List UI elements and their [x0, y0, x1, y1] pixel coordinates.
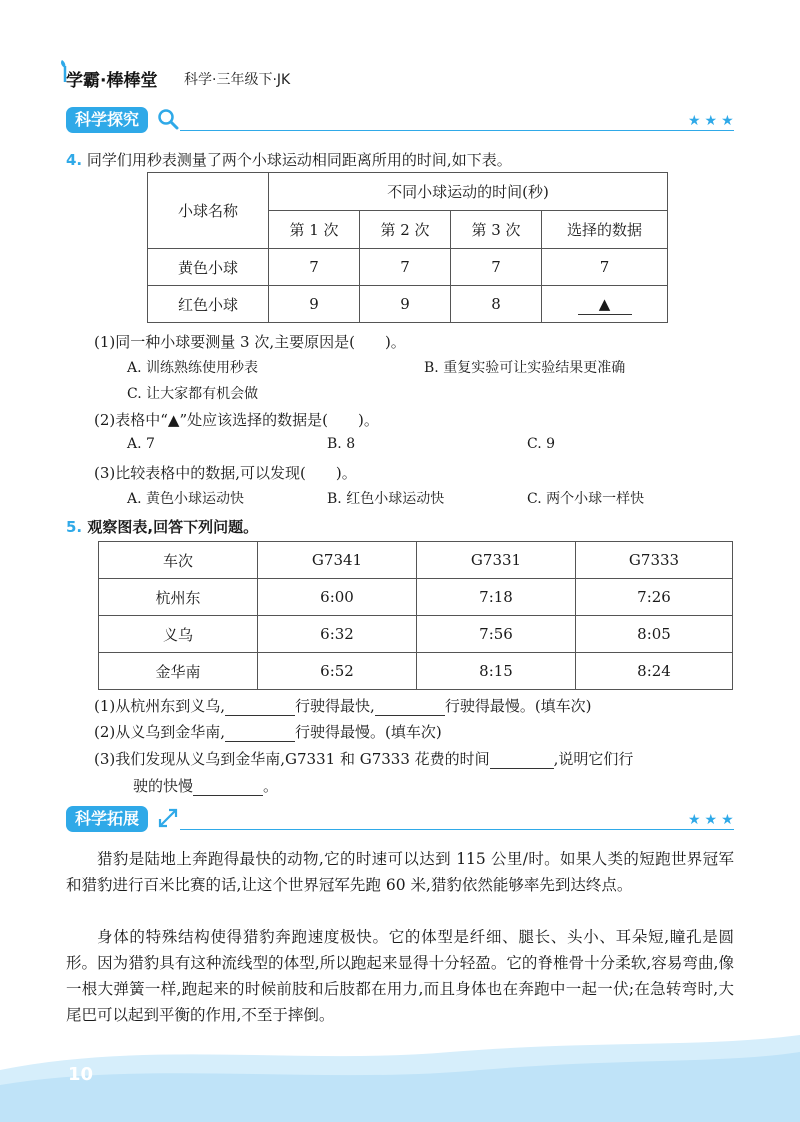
cell: 9	[360, 286, 451, 323]
q4-sub2-option-b[interactable]: B. 8	[327, 436, 356, 452]
expand-arrows-icon	[156, 806, 180, 830]
header-cell: G7341	[258, 542, 417, 579]
cell: 7	[542, 249, 668, 286]
q5-sub3-text: ,说明它们行	[553, 750, 634, 768]
q5-sub1	[94, 695, 592, 716]
header-cell: G7331	[417, 542, 576, 579]
row-name: 黄色小球	[148, 249, 269, 286]
answer-blank[interactable]	[375, 697, 445, 716]
triangle-mark: ▲	[578, 294, 632, 315]
cell: 8	[451, 286, 542, 323]
q5-sub3-text: (3)我们发现从义乌到金华南,G7331 和 G7333 花费的时间	[94, 750, 490, 768]
q5-sub1-text: (1)从杭州东到义乌,	[94, 697, 226, 715]
ball-time-table	[147, 172, 668, 323]
station: 杭州东	[99, 579, 258, 616]
q4-sub1-option-b[interactable]: B. 重复实验可让实验结果更准确	[424, 360, 626, 376]
subheader: 第 2 次	[360, 211, 451, 249]
q5-sub3-text: 驶的快慢	[133, 777, 194, 795]
header-cell: 车次	[99, 542, 258, 579]
col-ball-name: 小球名称	[148, 173, 269, 249]
train-schedule-table	[98, 541, 733, 690]
table-row	[99, 579, 733, 616]
section-divider	[180, 829, 734, 830]
time-cell: 7:26	[576, 579, 733, 616]
difficulty-stars: ★★★	[688, 113, 738, 129]
time-cell: 6:32	[258, 616, 417, 653]
section-badge-explore: 科学探究	[66, 107, 148, 133]
q5-sub2	[94, 721, 442, 742]
subheader: 选择的数据	[542, 211, 668, 249]
table-row	[148, 286, 668, 323]
answer-blank[interactable]	[193, 777, 263, 796]
cell: 7	[451, 249, 542, 286]
time-cell: 8:24	[576, 653, 733, 690]
time-cell: 8:15	[417, 653, 576, 690]
station: 义乌	[99, 616, 258, 653]
q4-sub2: (2)表格中“▲”处应该选择的数据是( )。	[94, 411, 379, 429]
q4-sub3-option-a[interactable]: A. 黄色小球运动快	[127, 491, 245, 507]
time-cell: 7:56	[417, 616, 576, 653]
time-cell: 7:18	[417, 579, 576, 616]
q5-sub1-text: 行驶得最慢。(填车次)	[444, 697, 592, 715]
q5-sub3	[94, 748, 633, 769]
book-subtitle: 科学·三年级下·JK	[184, 72, 291, 88]
footer-wave	[0, 1030, 800, 1122]
answer-blank[interactable]	[490, 750, 554, 769]
q4-sub1-option-c[interactable]: C. 让大家都有机会做	[127, 386, 259, 402]
q4-sub3-option-c[interactable]: C. 两个小球一样快	[527, 491, 645, 507]
time-cell: 8:05	[576, 616, 733, 653]
time-cell: 6:52	[258, 653, 417, 690]
reading-paragraph-2: 身体的特殊结构使得猎豹奔跑速度极快。它的体型是纤细、腿长、头小、耳朵短,瞳孔是圆形。因为猎豹具有这种流线型的体型,所以跑起来显得十分轻盈。它的脊椎骨十分柔软,容易弯曲,像一根大弹簧一样,跑起来的时候前肢和后肢都在用力,而且身体也在奔跑中一起一伏;在急转弯时,大尾巴可以起到平衡的作用,不至于摔倒。	[66, 928, 734, 1024]
table-row	[99, 616, 733, 653]
subheader: 第 1 次	[269, 211, 360, 249]
q5-sub2-text: (2)从义乌到金华南,	[94, 723, 226, 741]
question-number: 4.	[66, 151, 83, 169]
group-header: 不同小球运动的时间(秒)	[269, 173, 668, 211]
cell: 7	[269, 249, 360, 286]
subheader: 第 3 次	[451, 211, 542, 249]
q4-sub2-option-a[interactable]: A. 7	[127, 436, 155, 452]
magnifier-icon	[156, 107, 180, 131]
reading-paragraph-1: 猎豹是陆地上奔跑得最快的动物,它的时速可以达到 115 公里/时。如果人类的短跑世界冠军和猎豹进行百米比赛的话,让这个世界冠军先跑 60 米,猎豹依然能够率先到达终点。	[66, 850, 734, 894]
page-number: 10	[68, 1064, 94, 1085]
station: 金华南	[99, 653, 258, 690]
q4-sub2-option-c[interactable]: C. 9	[527, 436, 556, 452]
q5-sub3-text: 。	[263, 777, 279, 795]
table-row	[99, 653, 733, 690]
answer-blank-cell[interactable]	[542, 286, 668, 323]
q5-sub1-text: 行驶得最快,	[295, 697, 375, 715]
q5-sub2-text: 行驶得最慢。(填车次)	[295, 723, 442, 741]
question-4-stem	[66, 149, 512, 170]
q4-sub3: (3)比较表格中的数据,可以发现( )。	[94, 464, 357, 482]
row-name: 红色小球	[148, 286, 269, 323]
q5-sub3-cont	[133, 775, 278, 796]
difficulty-stars: ★★★	[688, 812, 738, 828]
answer-blank[interactable]	[225, 723, 295, 742]
section-badge-extend: 科学拓展	[66, 806, 148, 832]
section-divider	[180, 130, 734, 131]
cell: 9	[269, 286, 360, 323]
question-text: 同学们用秒表测量了两个小球运动相同距离所用的时间,如下表。	[86, 151, 512, 169]
cell: 7	[360, 249, 451, 286]
question-5-stem	[66, 516, 258, 537]
q4-sub3-option-b[interactable]: B. 红色小球运动快	[327, 491, 445, 507]
question-number: 5.	[66, 518, 83, 536]
answer-blank[interactable]	[225, 697, 295, 716]
q4-sub1: (1)同一种小球要测量 3 次,主要原因是( )。	[94, 333, 406, 351]
question-text: 观察图表,回答下列问题。	[87, 518, 259, 536]
table-row	[148, 249, 668, 286]
header-cell: G7333	[576, 542, 733, 579]
time-cell: 6:00	[258, 579, 417, 616]
brand-title: 学霸·棒棒堂	[66, 71, 158, 91]
q4-sub1-option-a[interactable]: A. 训练熟练使用秒表	[127, 360, 259, 376]
